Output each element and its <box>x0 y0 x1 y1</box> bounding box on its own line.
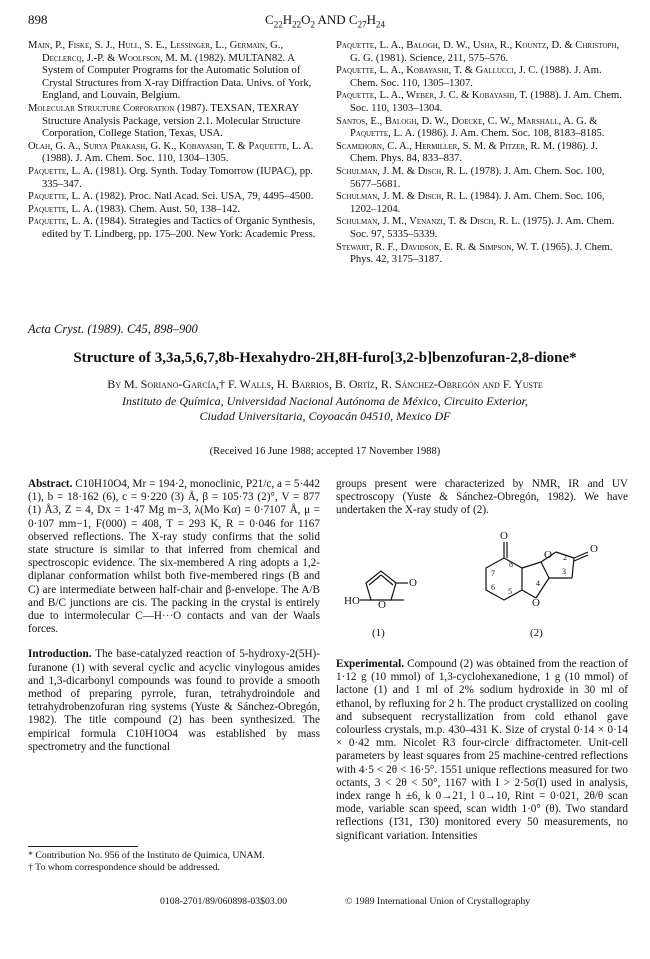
compound-2-structure <box>486 542 588 600</box>
reference-item: Paquette, L. A., Kobayashi, T. & Gallucci, J. C. (1988). J. Am. Chem. Soc. 110, 1305–1307. <box>336 65 602 89</box>
svg-text:8: 8 <box>509 560 513 569</box>
o-label-5: O <box>590 543 598 555</box>
o-label-1: O <box>378 599 386 611</box>
running-title: $C_{22}H_{22}O_2$ AND $C_{27}H_{24}$ <box>265 12 385 30</box>
introduction: Introduction. The base-catalyzed reaction of 5-hydroxy-2(5H)-furanone (1) with several cyclic and acyclic vinylogous amides and 1,3-dicarbonyl compounds was found to provide a smooth method of preparing pyrrole, furan, tetrahydroindole and tetrahydrobenzofuran ring systems (Yuste & Sánchez-Obregón, 1982). The title compound (2) has been synthesized. The empirical formula C10H10O4 was established by mass spectrometry and the functional <box>28 648 320 753</box>
reference-item: Schulman, J. M., Venanzi, T. & Disch, R. L. (1975). J. Am. Chem. Soc. 97, 5335–5339. <box>336 216 615 240</box>
o-label-3: O <box>500 530 508 542</box>
references-left <box>28 40 320 242</box>
compound-1-label: (1) <box>372 627 385 639</box>
intro-continued: groups present were characterized by NMR, IR and UV spectroscopy (Yuste & Sánchez-Obregón, 1982). We have undertaken the X-ray study of (2). <box>336 478 628 517</box>
svg-text:6: 6 <box>491 583 495 592</box>
reference-item: Olah, G. A., Surya Prakash, G. K., Kobayashi, T. & Paquette, L. A. (1988). J. Am. Chem. Soc. 110, 1304–1305. <box>28 140 314 165</box>
article-authors: By M. Soriano-García,† F. Walls, H. Barrios, B. Ortíz, R. Sánchez-Obregón and F. Yuste <box>107 377 543 391</box>
o-label-6: O <box>532 597 540 609</box>
reference-item: Santos, E., Balogh, D. W., Doecke, C. W., Marshall, A. G. & Paquette, L. A. (1986). J. Am. Chem. Soc. 108, 8183–8185. <box>336 115 605 140</box>
copyright: © 1989 International Union of Crystallography <box>345 896 531 907</box>
svg-text:7: 7 <box>491 569 495 578</box>
reference-item: Paquette, L. A. (1984). Strategies and Tactics of Organic Synthesis, edited by T. Lindberg, pp. 175–200. New York: Academic Press. <box>28 216 316 240</box>
svg-text:3: 3 <box>562 567 566 576</box>
reference-item: Paquette, L. A. (1982). Proc. Natl Acad. Sci. USA, 79, 4495–4500. <box>28 191 314 203</box>
o-label-2: O <box>409 577 417 589</box>
footnote-rule <box>28 846 138 847</box>
reference-item: Main, P., Fiske, S. J., Hull, S. E., Lessinger, L., Germain, G., Declercq, J.-P. & Woolfson, M. M. (1982). MULTAN82. A System of Computer Programs for the Automatic Solution of Crystal Structures from X-ray Diffraction Data. Univs. of York, England, and Louvain, Belgium. <box>28 40 312 102</box>
abstract: Abstract. C10H10O4, Mr = 194·2, monoclinic, P21/c, a = 5·442 (1), b = 18·162 (6), c = 9·220 (3) Å, β = 105·73 (2)°, V = 877 (1) Å3, Z = 4, Dx = 1·47 Mg m−3, λ(Mo Kα) = 0·7107 Å, μ = 0·107 mm−1, F(000) = 408, T = 293 K, R = 0·046 for 1167 observed reflections. The X-ray study confirms that the solid state structure is similar to that inferred from chemical and spectroscopic evidence. The six-membered A ring adopts a 1,2-diplanar conformation whilst both five-membered rings (B and C) are intermediate between half-chair and β-envelope. The A/B and B/C junctions are cis. The packing in the crystal is entirely due to intermolecular C—H···O contacts and van der Waals forces. <box>28 478 320 636</box>
compound-1-structure <box>360 571 408 600</box>
reference-item: Paquette, L. A. (1981). Org. Synth. Today Tomorrow (IUPAC), pp. 335–347. <box>28 165 313 190</box>
footnotes: * Contribution No. 956 of the Instituto de Química, UNAM. † To whom correspondence should be addressed. <box>28 850 265 873</box>
reference-item: Schulman, J. M. & Disch, R. L. (1978). J. Am. Chem. Soc. 100, 5677–5681. <box>336 165 605 190</box>
article-code: 0108-2701/89/060898-03$03.00 <box>160 896 288 907</box>
journal-citation: Acta Cryst. (1989). C45, 898–900 <box>28 322 198 336</box>
reference-item: Stewart, R. F., Davidson, E. R. & Simpson, W. T. (1965). J. Chem. Phys. 42, 3175–3187. <box>336 241 613 266</box>
page-number: 898 <box>28 12 48 27</box>
ho-label: HO <box>344 595 360 607</box>
compound-2-label: (2) <box>530 627 543 639</box>
reference-item: Paquette, L. A., Balogh, D. W., Usha, R., Kountz, D. & Christoph, G. G. (1981). Science, 211, 575–576. <box>336 40 620 64</box>
experimental-section: Experimental. Compound (2) was obtained from the reaction of 1·12 g (10 mmol) of 1,3-cyclohexanedione, 1 g (10 mmol) of lactone (1) and 1 ml of 2% sodium hydroxide in 30 ml of ethanol, by refluxing for 2 h. The product crystallized on cooling and subsequent recrystallization from cold ethanol gave colourless crystals, m.p. 430–431 K. Size of crystal 0·14 × 0·14 × 0·42 mm. Nicolet R3 four-circle diffractometer. Unit-cell parameters by least squares from 25 machine-centred reflections with 4·5 < 2θ < 16·5°. 1551 unique reflections measured for two octants, 3 < 2θ < 50°, 1167 with I > 2·5σ(I) used in analysis, index range h ±6, k 0→21, l 0→10, Rint = 0·021, 2θ/θ scan mode, variable scan speed, scan width 1·0° (θ). Two standard reflections (1̄31, 1̄30) monitored every 50 measurements, no significant variation. Intensities <box>336 658 629 842</box>
svg-text:2: 2 <box>563 553 567 562</box>
reference-item: Paquette, L. A., Weber, J. C. & Kobayashi, T. (1988). J. Am. Chem. Soc. 110, 1303–1304. <box>336 90 622 114</box>
article-title: Structure of 3,3a,5,6,7,8b-Hexahydro-2H,8H-furo[3,2-b]benzofuran-2,8-dione* <box>73 350 577 366</box>
svg-text:4: 4 <box>536 579 540 588</box>
reference-item: Scamehorn, C. A., Hermiller, S. M. & Pitzer, R. M. (1986). J. Chem. Phys. 84, 833–837. <box>336 140 598 165</box>
institution: Instituto de Química, Universidad Nacional Autónoma de México, Circuito Exterior, Ciudad Universitaria, Coyoacán 04510, Mexico DF <box>122 394 528 423</box>
svg-text:5: 5 <box>508 587 512 596</box>
left-column <box>28 478 320 754</box>
reference-item: Schulman, J. M. & Disch, R. L. (1984). J. Am. Chem. Soc. 106, 1202–1204. <box>336 191 605 215</box>
reference-item: Paquette, L. A. (1983). Chem. Aust. 50, 138–142. <box>28 203 241 215</box>
reference-item: Molecular Structure Corporation (1987). TEXSAN, TEXRAY Structure Analysis Package, version 2.1. Molecular Structure Corporation, College Station, Texas, USA. <box>28 102 301 140</box>
references-right <box>336 40 628 267</box>
o-label-4: O <box>544 549 552 561</box>
chemical-structures <box>336 528 628 646</box>
right-column <box>336 478 628 518</box>
received-date: (Received 16 June 1988; accepted 17 November 1988) <box>209 446 441 457</box>
